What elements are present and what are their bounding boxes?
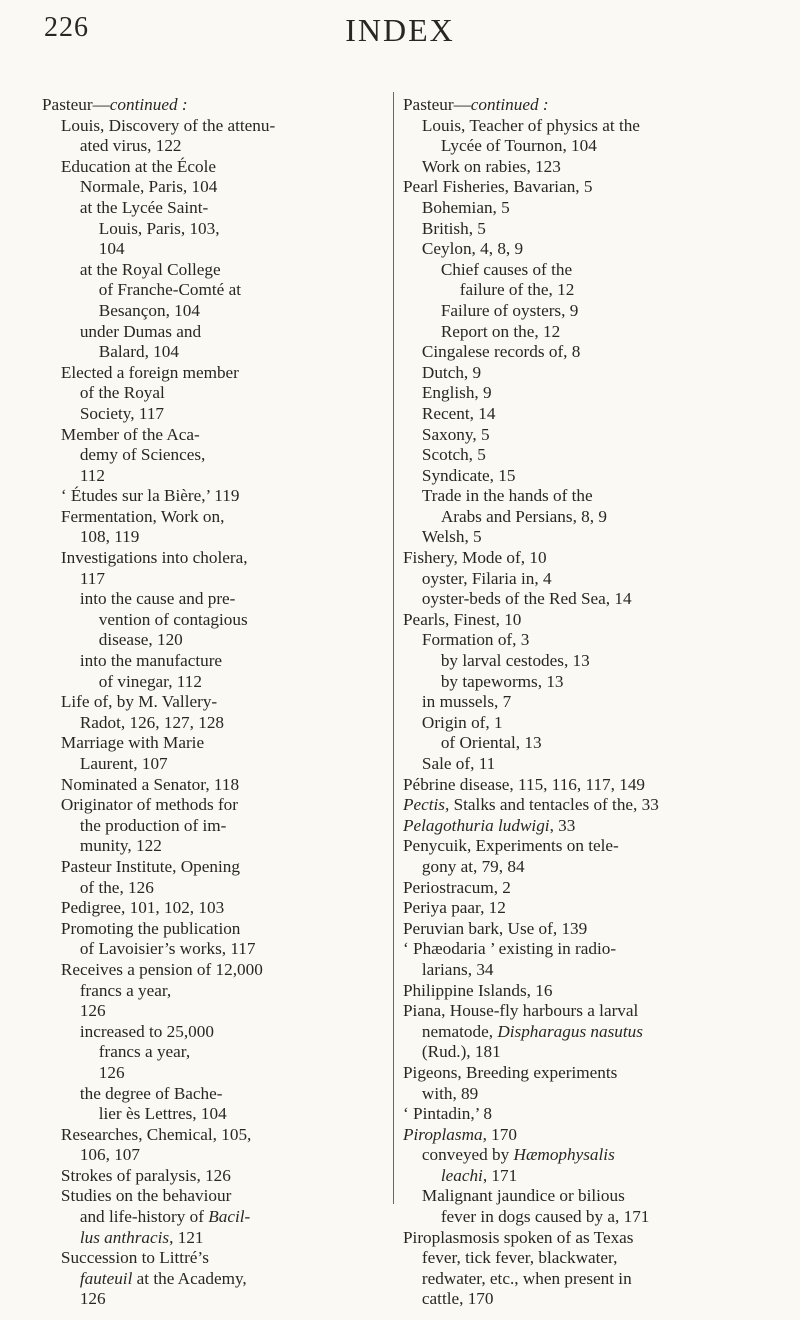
index-entry-line: Piroplasmosis spoken of as Texas xyxy=(403,1227,634,1247)
index-entry xyxy=(42,589,367,651)
index-entry xyxy=(403,239,763,260)
index-entry-line: Origin of, 1 xyxy=(421,712,503,732)
index-entry xyxy=(42,198,367,260)
index-entry xyxy=(403,1186,763,1227)
index-entry-line: munity, 122 xyxy=(79,836,162,856)
index-entry xyxy=(42,1166,367,1187)
index-column-left xyxy=(42,95,367,1310)
index-entry-line: 106, 107 xyxy=(79,1145,140,1165)
index-entry-line: Pasteur—continued : xyxy=(403,95,549,114)
index-entry-line: Radot, 126, 127, 128 xyxy=(79,712,225,732)
index-entry xyxy=(403,898,763,919)
index-entry-line: of Oriental, 13 xyxy=(440,733,542,753)
index-entry-line: Researches, Chemical, 105, xyxy=(60,1124,252,1144)
index-entry-line: Scotch, 5 xyxy=(421,445,486,465)
index-entry xyxy=(42,116,367,157)
index-entry xyxy=(403,836,763,877)
index-entry-line: Promoting the publication xyxy=(60,918,241,938)
index-entry-line: vention of contagious xyxy=(98,609,248,629)
index-entry-line: (Rud.), 181 xyxy=(421,1042,501,1062)
index-entry xyxy=(403,630,763,651)
index-entry-line: English, 9 xyxy=(421,383,492,403)
index-entry-line: of Franche-Comté at xyxy=(98,280,241,300)
index-entry-line: Pectis, Stalks and tentacles of the, 33 xyxy=(403,795,659,815)
index-entry xyxy=(403,95,763,116)
index-entry-line: Member of the Aca- xyxy=(60,424,200,444)
index-entry xyxy=(42,960,367,1022)
index-entry xyxy=(403,878,763,899)
index-entry-line: Elected a foreign member xyxy=(60,362,239,382)
index-entry-line: Laurent, 107 xyxy=(79,754,168,773)
index-entry-line: ‘ Pintadin,’ 8 xyxy=(403,1104,492,1124)
index-entry-line: Education at the École xyxy=(60,156,217,176)
index-entry xyxy=(403,1125,763,1146)
index-entry xyxy=(403,981,763,1002)
index-entry-line: ‘ Phæodaria ’ existing in radio- xyxy=(403,939,617,959)
index-entry xyxy=(42,857,367,898)
index-entry-line: Pearl Fisheries, Bavarian, 5 xyxy=(403,177,593,197)
index-entry-line: oyster-beds of the Red Sea, 14 xyxy=(421,589,632,609)
index-entry xyxy=(403,548,763,569)
index-entry-line: leachi, 171 xyxy=(440,1165,518,1185)
index-entry-line: Chief causes of the xyxy=(440,259,573,279)
index-entry-line: Bohemian, 5 xyxy=(421,197,510,217)
index-entry-line: 126 xyxy=(98,1062,125,1082)
index-entry-line: Piana, House-fly harbours a larval xyxy=(403,1001,639,1021)
index-entry xyxy=(403,383,763,404)
index-entry-line: larians, 34 xyxy=(421,959,494,979)
index-entry-line: Trade in the hands of the xyxy=(421,486,593,506)
index-entry xyxy=(403,569,763,590)
index-entry-line: Pearls, Finest, 10 xyxy=(403,609,522,629)
index-entry-line: fever in dogs caused by a, 171 xyxy=(440,1207,650,1227)
index-entry-line: conveyed by Hæmophysalis xyxy=(421,1145,615,1165)
index-entry-line: into the cause and pre- xyxy=(79,589,236,609)
index-entry-line: Recent, 14 xyxy=(421,403,496,423)
index-entry-line: Welsh, 5 xyxy=(421,527,482,547)
index-entry xyxy=(42,260,367,322)
index-entry-line: ated virus, 122 xyxy=(79,136,182,156)
index-entry-line: Pasteur—continued : xyxy=(42,95,188,114)
index-entry xyxy=(403,939,763,980)
index-entry-line: by tapeworms, 13 xyxy=(440,671,564,691)
index-entry xyxy=(403,754,763,775)
index-entry-line: Besançon, 104 xyxy=(98,300,200,320)
index-entry xyxy=(403,177,763,198)
index-entry-line: in mussels, 7 xyxy=(421,692,512,712)
index-entry xyxy=(42,1125,367,1166)
index-entry xyxy=(403,342,763,363)
index-entry-line: Pigeons, Breeding experiments xyxy=(403,1062,618,1082)
index-entry xyxy=(403,425,763,446)
index-entry xyxy=(42,692,367,733)
index-entry xyxy=(42,363,367,425)
index-entry xyxy=(42,157,367,198)
index-entry-line: 108, 119 xyxy=(79,527,140,547)
index-entry xyxy=(403,466,763,487)
index-entry-line: Report on the, 12 xyxy=(440,321,561,341)
index-entry xyxy=(42,775,367,796)
index-entry xyxy=(42,95,367,116)
index-entry-line: Louis, Discovery of the attenu- xyxy=(60,115,276,135)
index-entry-line: 112 xyxy=(79,465,105,485)
index-entry xyxy=(42,486,367,507)
index-entry xyxy=(403,301,763,322)
index-entry-line: Work on rabies, 123 xyxy=(421,156,561,176)
index-entry-line: Malignant jaundice or bilious xyxy=(421,1186,625,1206)
index-entry-line: Louis, Teacher of physics at the xyxy=(421,115,640,135)
index-entry-line: Nominated a Senator, 118 xyxy=(60,774,240,794)
index-entry-line: Life of, by M. Vallery- xyxy=(60,692,218,712)
index-entry-line: Fermentation, Work on, xyxy=(60,506,225,526)
index-entry xyxy=(403,672,763,693)
index-entry-line: Penycuik, Experiments on tele- xyxy=(403,836,619,856)
index-entry xyxy=(403,445,763,466)
index-entry-line: Pébrine disease, 115, 116, 117, 149 xyxy=(403,774,646,794)
index-entry-line: Louis, Paris, 103, xyxy=(98,218,220,238)
index-entry-line: francs a year, xyxy=(98,1042,191,1062)
page-number: 226 xyxy=(44,12,89,43)
index-entry xyxy=(42,1084,367,1125)
index-entry-line: Society, 117 xyxy=(79,403,165,423)
index-entry-line: Fishery, Mode of, 10 xyxy=(403,548,547,568)
index-entry-line: of the, 126 xyxy=(79,877,154,897)
index-entry xyxy=(42,795,367,857)
index-entry-line: francs a year, xyxy=(79,980,172,1000)
index-entry-line: 104 xyxy=(98,239,125,259)
index-entry xyxy=(42,1022,367,1084)
index-entry-line: Saxony, 5 xyxy=(421,424,490,444)
index-entry-line: British, 5 xyxy=(421,218,486,238)
index-entry xyxy=(403,486,763,527)
index-entry xyxy=(403,733,763,754)
index-entry-line: fever, tick fever, blackwater, xyxy=(421,1248,618,1268)
index-entry-line: cattle, 170 xyxy=(421,1289,494,1309)
column-divider xyxy=(393,92,394,1204)
index-entry xyxy=(42,548,367,589)
index-entry-line: Ceylon, 4, 8, 9 xyxy=(421,239,524,259)
index-entry-line: Investigations into cholera, xyxy=(60,548,248,568)
index-entry-line: Cingalese records of, 8 xyxy=(421,342,581,362)
index-entry-line: Originator of methods for xyxy=(60,795,238,815)
index-entry-line: Receives a pension of 12,000 xyxy=(60,959,263,979)
index-entry-line: failure of the, 12 xyxy=(459,280,575,300)
index-entry-line: Syndicate, 15 xyxy=(421,465,516,485)
index-entry-line: Pedigree, 101, 102, 103 xyxy=(60,898,225,918)
index-entry-line: Pasteur Institute, Opening xyxy=(60,856,240,876)
index-entry xyxy=(403,260,763,301)
index-entry-line: Periya paar, 12 xyxy=(403,898,506,918)
index-entry xyxy=(403,404,763,425)
index-entry xyxy=(403,651,763,672)
index-entry xyxy=(403,610,763,631)
index-entry xyxy=(42,1186,367,1248)
index-entry xyxy=(403,198,763,219)
index-entry-line: Succession to Littré’s xyxy=(60,1248,209,1268)
index-entry-line: disease, 120 xyxy=(98,630,183,650)
index-entry-line: Strokes of paralysis, 126 xyxy=(60,1165,231,1185)
index-entry-line: and life-history of Bacil- xyxy=(79,1207,251,1227)
index-entry-line: the degree of Bache- xyxy=(79,1083,223,1103)
index-entry-line: Piroplasma, 170 xyxy=(403,1124,517,1144)
index-entry xyxy=(403,589,763,610)
index-entry xyxy=(42,507,367,548)
index-entry xyxy=(403,1104,763,1125)
index-entry-line: 117 xyxy=(79,568,105,588)
index-entry-line: gony at, 79, 84 xyxy=(421,856,525,876)
index-entry xyxy=(42,919,367,960)
index-entry xyxy=(403,1063,763,1104)
index-entry xyxy=(403,795,763,816)
index-entry-line: of Lavoisier’s works, 117 xyxy=(79,939,256,959)
index-entry-line: at the Royal College xyxy=(79,259,221,279)
index-entry-line: ‘ Études sur la Bière,’ 119 xyxy=(60,486,240,506)
index-entry-line: Sale of, 11 xyxy=(421,754,496,773)
index-entry-line: 126 xyxy=(79,1289,106,1309)
index-entry-line: under Dumas and xyxy=(79,321,202,341)
index-entry-line: increased to 25,000 xyxy=(79,1021,214,1041)
index-entry-line: Balard, 104 xyxy=(98,342,179,362)
index-entry-line: Studies on the behaviour xyxy=(60,1186,232,1206)
index-entry xyxy=(42,733,367,774)
index-entry-line: of the Royal xyxy=(79,383,165,403)
index-entry xyxy=(403,322,763,343)
index-entry xyxy=(403,816,763,837)
index-entry-line: Lycée of Tournon, 104 xyxy=(440,136,597,156)
index-entry-line: Peruvian bark, Use of, 139 xyxy=(403,918,588,938)
index-entry-line: Dutch, 9 xyxy=(421,362,482,382)
index-entry xyxy=(403,527,763,548)
index-entry-line: Marriage with Marie xyxy=(60,733,205,753)
index-entry xyxy=(403,1001,763,1063)
index-entry-line: Normale, Paris, 104 xyxy=(79,177,218,197)
index-entry xyxy=(403,1228,763,1310)
index-entry xyxy=(403,692,763,713)
index-entry-line: into the manufacture xyxy=(79,651,223,671)
index-entry-line: the production of im- xyxy=(79,815,227,835)
index-entry xyxy=(42,1248,367,1310)
index-entry-line: by larval cestodes, 13 xyxy=(440,651,590,671)
index-entry xyxy=(42,322,367,363)
index-column-right xyxy=(403,95,763,1310)
index-entry xyxy=(42,651,367,692)
index-entry-line: Philippine Islands, 16 xyxy=(403,980,553,1000)
index-entry-line: lier ès Lettres, 104 xyxy=(98,1104,227,1124)
index-entry xyxy=(403,116,763,157)
page-title: INDEX xyxy=(345,12,455,48)
index-entry xyxy=(42,425,367,487)
index-entry xyxy=(403,919,763,940)
index-entry-line: Periostracum, 2 xyxy=(403,877,511,897)
index-entry-line: Failure of oysters, 9 xyxy=(440,300,579,320)
index-entry-line: Formation of, 3 xyxy=(421,630,530,650)
index-entry-line: oyster, Filaria in, 4 xyxy=(421,568,552,588)
index-entry-line: Pelagothuria ludwigi, 33 xyxy=(403,815,576,835)
index-entry xyxy=(403,775,763,796)
index-entry-line: Arabs and Persians, 8, 9 xyxy=(440,506,607,526)
index-entry-line: at the Lycée Saint- xyxy=(79,197,209,217)
index-entry-line: redwater, etc., when present in xyxy=(421,1268,632,1288)
index-entry-line: with, 89 xyxy=(421,1083,479,1103)
index-entry xyxy=(403,1145,763,1186)
index-entry-line: lus anthracis, 121 xyxy=(79,1227,204,1247)
index-entry xyxy=(403,219,763,240)
index-entry xyxy=(42,898,367,919)
index-entry-line: nematode, Dispharagus nasutus xyxy=(421,1021,643,1041)
index-entry-line: demy of Sciences, xyxy=(79,445,206,465)
index-entry-line: 126 xyxy=(79,1001,106,1021)
index-entry xyxy=(403,363,763,384)
index-entry xyxy=(403,157,763,178)
index-entry-line: fauteuil at the Academy, xyxy=(79,1268,247,1288)
index-entry xyxy=(403,713,763,734)
index-entry-line: of vinegar, 112 xyxy=(98,671,202,691)
